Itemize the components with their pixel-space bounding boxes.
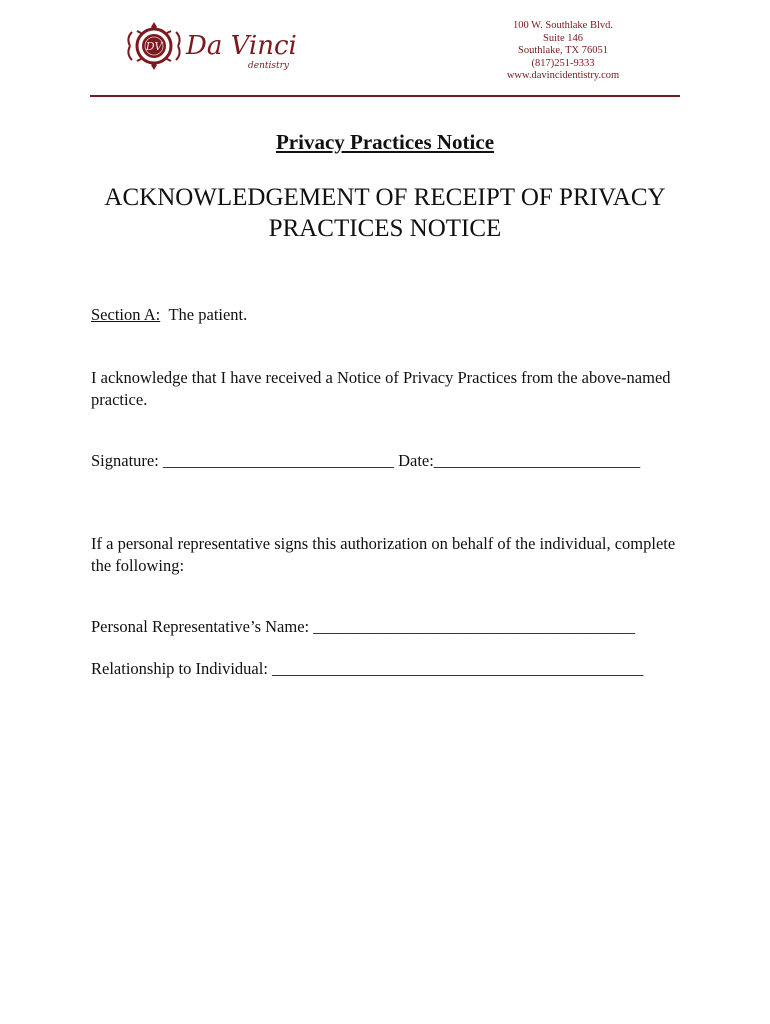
logo-monogram: DV xyxy=(145,40,163,53)
section-a-line xyxy=(91,305,247,325)
signature-label: Signature: xyxy=(91,451,159,470)
header-divider xyxy=(90,95,680,97)
document-title: Privacy Practices Notice xyxy=(275,130,495,154)
address-city: Southlake, TX 76051 xyxy=(518,45,608,57)
rep-name-label: Personal Representative’s Name: xyxy=(91,617,310,636)
acknowledge-paragraph: I acknowledge that I have received a Notice of Privacy Practices from the above-named practice. xyxy=(91,368,671,409)
date-field[interactable]: _________________________ xyxy=(433,451,641,470)
logo-sub-text: dentistry xyxy=(248,61,290,71)
section-a-label: Section A: xyxy=(91,305,161,324)
representative-intro: If a personal representative signs this authorization on behalf of the individual, complete the following: xyxy=(91,534,676,575)
relationship-field[interactable]: _____________________________________________ xyxy=(272,659,644,678)
date-label: Date: xyxy=(398,451,434,470)
logo-emblem-icon xyxy=(128,22,179,70)
address-street: 100 W. Southlake Blvd. xyxy=(512,20,614,31)
practice-address xyxy=(488,20,638,83)
address-suite: Suite 146 xyxy=(543,32,583,44)
davinci-logo xyxy=(124,18,304,80)
address-website[interactable]: www.davincidentistry.com xyxy=(506,70,620,82)
address-phone: (817)251-9333 xyxy=(531,57,595,69)
rep-name-line xyxy=(91,617,635,637)
logo-brand-text: Da Vinci xyxy=(186,31,297,61)
relationship-line xyxy=(91,659,643,679)
acknowledgement-heading: ACKNOWLEDGEMENT OF RECEIPT OF PRIVACY PRACTICES NOTICE xyxy=(104,184,666,242)
relationship-label: Relationship to Individual: xyxy=(91,659,268,678)
rep-name-field[interactable]: _______________________________________ xyxy=(313,617,635,636)
signature-field[interactable]: ____________________________ xyxy=(162,451,394,470)
signature-date-line xyxy=(91,451,640,471)
section-a-text: The patient. xyxy=(168,305,248,324)
